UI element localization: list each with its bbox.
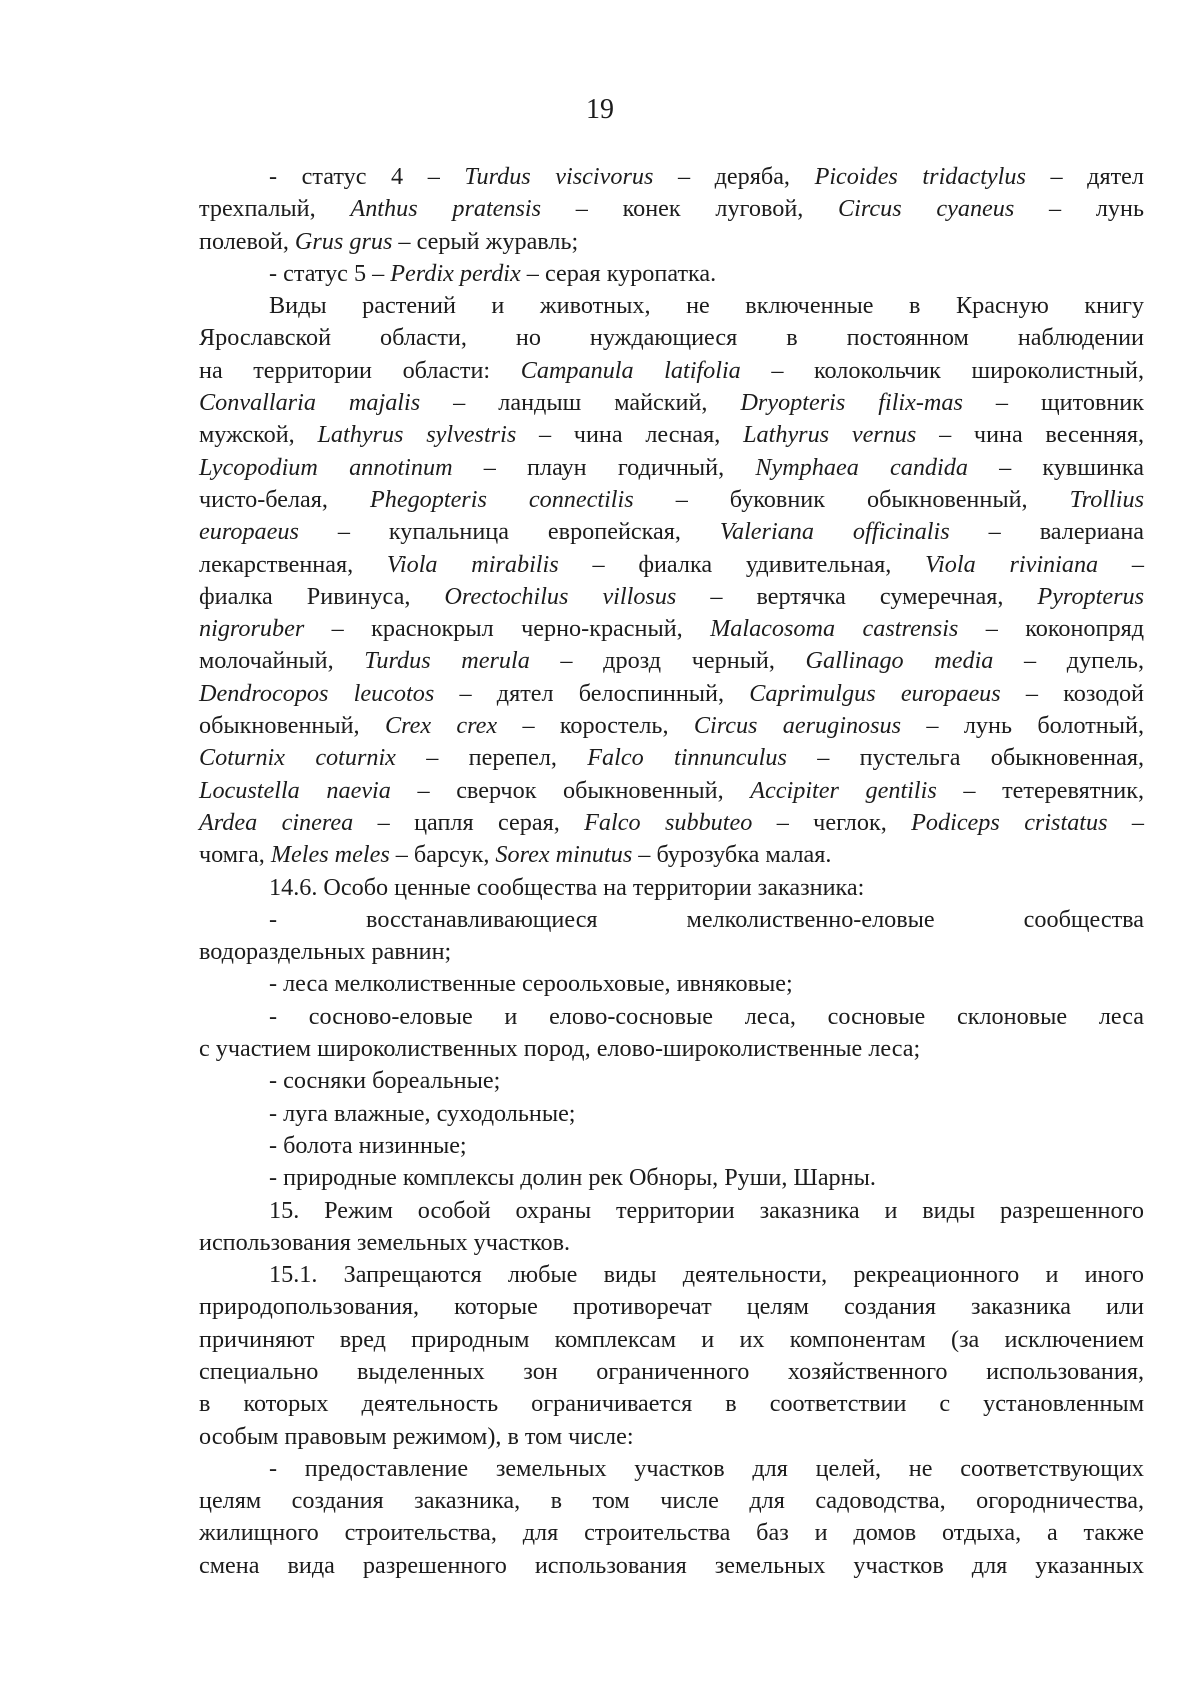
text-segment: – щитовник — [962, 389, 1145, 417]
text-segment: – козодой — [1000, 679, 1144, 707]
species-latin-name: Ardea cinerea — [199, 808, 354, 836]
text-line — [199, 193, 1144, 225]
text-segment: – дятел белоспинный, — [434, 679, 750, 707]
species-latin-name: Picoides tridactylus — [814, 163, 1026, 190]
text-line — [199, 1550, 1144, 1582]
text-line — [199, 742, 1144, 774]
text-segment: 14.6. Особо ценные сообщества на территории заказника: — [269, 873, 865, 901]
text-line — [199, 419, 1144, 451]
text-segment: – плаун годичный, — [452, 453, 756, 481]
species-latin-name: Coturnix coturnix — [199, 744, 396, 772]
species-latin-name: Malacosoma castrensis — [710, 615, 959, 643]
species-latin-name: Pyropterus — [1037, 582, 1145, 610]
species-latin-name: Gallinago media — [805, 647, 994, 675]
species-latin-name: Campanula latifolia — [520, 356, 741, 384]
text-segment: - предоставление земельных участков для целей, не соответствующих — [269, 1454, 1144, 1482]
text-segment: - болота низинные; — [269, 1131, 467, 1159]
species-latin-name: Lycopodium annotinum — [199, 453, 453, 481]
text-line — [199, 1001, 1144, 1033]
text-segment: - статус 4 – — [269, 163, 465, 190]
text-segment: трехпалый, — [199, 195, 351, 223]
text-segment: – чеглок, — [752, 808, 912, 836]
text-line — [199, 1130, 1144, 1162]
text-segment: смена вида разрешенного использования земельных участков для указанных — [199, 1551, 1144, 1579]
page-number: 19 — [586, 94, 614, 125]
text-segment: – серый журавль; — [392, 227, 579, 255]
text-line — [199, 387, 1144, 419]
text-line — [199, 1162, 1144, 1194]
species-latin-name: Valeriana officinalis — [719, 518, 950, 546]
species-latin-name: Trollius — [1069, 485, 1144, 513]
text-line — [199, 322, 1144, 354]
text-segment: - природные комплексы долин рек Обноры, Руши, Шарны. — [269, 1164, 876, 1192]
text-segment: в которых деятельность ограничивается в соответствии с установленным — [199, 1390, 1144, 1418]
text-segment: – тетеревятник, — [936, 776, 1144, 804]
text-line — [199, 807, 1144, 839]
text-segment: – буковник обыкновенный, — [633, 485, 1070, 513]
species-latin-name: Lathyrus vernus — [743, 421, 917, 449]
text-segment: на территории области: — [199, 356, 521, 384]
text-line — [199, 1098, 1144, 1130]
species-latin-name: Locustella naevia — [199, 776, 391, 804]
text-line — [199, 1453, 1144, 1485]
text-segment: полевой, — [199, 227, 295, 255]
text-line — [199, 1259, 1144, 1291]
text-line — [199, 226, 1144, 258]
species-latin-name: Viola mirabilis — [386, 550, 559, 578]
species-latin-name: Caprimulgus europaeus — [749, 679, 1001, 707]
text-segment: – чина лесная, — [516, 421, 744, 449]
species-latin-name: Sorex minutus — [495, 841, 633, 869]
text-line — [199, 258, 1144, 290]
text-line — [199, 1356, 1144, 1388]
text-segment: – серая куропатка. — [520, 259, 717, 287]
species-latin-name: Dendrocopos leucotos — [199, 679, 435, 707]
species-latin-name: Orectochilus villosus — [444, 582, 677, 610]
text-line — [199, 872, 1144, 904]
text-line — [199, 775, 1144, 807]
text-segment: - сосново-еловые и елово-сосновые леса, сосновые склоновые леса — [269, 1002, 1144, 1030]
text-segment: – кувшинка — [967, 453, 1144, 481]
text-segment: Ярославской области, но нуждающиеся в постоянном наблюдении — [199, 324, 1144, 352]
text-line — [199, 1517, 1144, 1549]
text-line — [199, 484, 1144, 516]
species-latin-name: Accipiter gentilis — [750, 776, 937, 804]
text-line — [199, 645, 1144, 677]
text-segment: – — [1098, 550, 1145, 578]
text-line — [199, 968, 1144, 1000]
text-segment: – — [1107, 808, 1144, 836]
text-line — [199, 581, 1144, 613]
text-segment: использования земельных участков. — [199, 1228, 571, 1256]
species-latin-name: nigroruber — [199, 615, 305, 643]
text-segment: природопользования, которые противоречат целям создания заказника или — [199, 1293, 1144, 1321]
species-latin-name: Podiceps cristatus — [911, 808, 1108, 836]
text-segment: специально выделенных зон ограниченного хозяйственного использования, — [199, 1357, 1144, 1385]
text-segment: - статус 5 – — [269, 259, 391, 287]
species-latin-name: Meles meles — [270, 841, 390, 869]
text-segment: – цапля серая, — [353, 808, 585, 836]
text-segment: – бурозубка малая. — [632, 841, 832, 869]
text-line — [199, 1388, 1144, 1420]
text-segment: – колокольчик широколистный, — [740, 356, 1144, 384]
text-line — [199, 1033, 1144, 1065]
text-segment: – деряба, — [653, 163, 815, 190]
text-line — [199, 904, 1144, 936]
text-line — [199, 613, 1144, 645]
text-segment: с участием широколиственных пород, елово-широколиственные леса; — [199, 1035, 921, 1063]
text-segment: – вертячка сумеречная, — [676, 582, 1038, 610]
text-line — [199, 516, 1144, 548]
text-segment: – фиалка удивительная, — [558, 550, 926, 578]
text-segment: – валериана — [949, 518, 1145, 546]
text-line — [199, 839, 1144, 871]
text-line — [199, 1227, 1144, 1259]
text-line — [199, 1485, 1144, 1517]
species-latin-name: Crex crex — [384, 712, 498, 740]
text-line — [199, 355, 1144, 387]
text-segment: – барсук, — [389, 841, 496, 869]
text-segment: Виды растений и животных, не включенные в Красную книгу — [269, 292, 1144, 320]
text-segment: чисто-белая, — [199, 485, 370, 513]
text-segment: жилищного строительства, для строительства баз и домов отдыха, а также — [199, 1519, 1144, 1547]
species-latin-name: Circus aeruginosus — [693, 712, 902, 740]
text-segment: – пустельга обыкновенная, — [786, 744, 1144, 772]
text-segment: водораздельных равнин; — [199, 938, 452, 966]
species-latin-name: Phegopteris connectilis — [369, 485, 634, 513]
species-latin-name: Perdix perdix — [390, 259, 521, 287]
text-segment: – коростель, — [497, 712, 694, 740]
text-segment: обыкновенный, — [199, 712, 385, 740]
document-body — [199, 161, 1144, 1582]
text-segment: – краснокрыл черно-красный, — [304, 615, 711, 643]
text-line — [199, 549, 1144, 581]
text-segment: – коконопряд — [958, 615, 1144, 643]
text-segment: - восстанавливающиеся мелколиственно-еловые сообщества — [269, 905, 1144, 933]
text-segment: целям создания заказника, в том числе для садоводства, огородничества, — [199, 1487, 1144, 1515]
species-latin-name: Grus grus — [294, 227, 393, 255]
text-segment: – дрозд черный, — [529, 647, 806, 675]
text-line — [199, 936, 1144, 968]
text-segment: – перепел, — [395, 744, 588, 772]
text-segment: – купальница европейская, — [298, 518, 720, 546]
species-latin-name: Falco tinnunculus — [587, 744, 787, 772]
text-line — [199, 1421, 1144, 1453]
species-latin-name: Convallaria majalis — [199, 389, 421, 417]
text-segment: – лунь — [1014, 195, 1144, 223]
text-segment: – сверчок обыкновенный, — [390, 776, 751, 804]
species-latin-name: Turdus merula — [364, 647, 530, 675]
text-segment: мужской, — [199, 421, 318, 449]
species-latin-name: Dryopteris filix-mas — [740, 389, 963, 417]
species-latin-name: europaeus — [199, 518, 299, 546]
text-line — [199, 710, 1144, 742]
species-latin-name: Turdus viscivorus — [464, 163, 654, 190]
text-segment: – ландыш майский, — [420, 389, 741, 417]
text-segment: - леса мелколиственные сероольховые, ивняковые; — [269, 970, 793, 998]
text-segment: особым правовым режимом), в том числе: — [199, 1422, 634, 1450]
text-segment: - луга влажные, суходольные; — [269, 1099, 576, 1127]
text-segment: – конек луговой, — [541, 195, 839, 223]
text-line — [199, 290, 1144, 322]
species-latin-name: Anthus pratensis — [350, 195, 542, 223]
text-segment: – дупель, — [993, 647, 1145, 675]
text-line — [199, 1195, 1144, 1227]
text-line — [199, 1291, 1144, 1323]
species-latin-name: Circus cyaneus — [838, 195, 1015, 223]
text-segment: чомга, — [199, 841, 271, 869]
species-latin-name: Nymphaea candida — [755, 453, 968, 481]
text-segment: фиалка Ривинуса, — [199, 582, 445, 610]
text-line — [199, 678, 1144, 710]
text-line — [199, 452, 1144, 484]
text-segment: молочайный, — [199, 647, 365, 675]
text-segment: - сосняки бореальные; — [269, 1067, 501, 1095]
text-segment: – лунь болотный, — [901, 712, 1144, 740]
text-line — [199, 161, 1144, 193]
species-latin-name: Viola riviniana — [925, 550, 1099, 578]
text-line — [199, 1065, 1144, 1097]
species-latin-name: Lathyrus sylvestris — [317, 421, 517, 449]
text-segment: 15.1. Запрещаются любые виды деятельности, рекреационного и иного — [269, 1261, 1144, 1289]
text-line — [199, 1324, 1144, 1356]
text-segment: причиняют вред природным комплексам и их компонентам (за исключением — [199, 1325, 1144, 1353]
text-segment: – чина весенняя, — [916, 421, 1145, 449]
text-segment: 15. Режим особой охраны территории заказника и виды разрешенного — [269, 1196, 1144, 1224]
text-segment: – дятел — [1025, 163, 1144, 190]
text-segment: лекарственная, — [199, 550, 387, 578]
species-latin-name: Falco subbuteo — [584, 808, 753, 836]
